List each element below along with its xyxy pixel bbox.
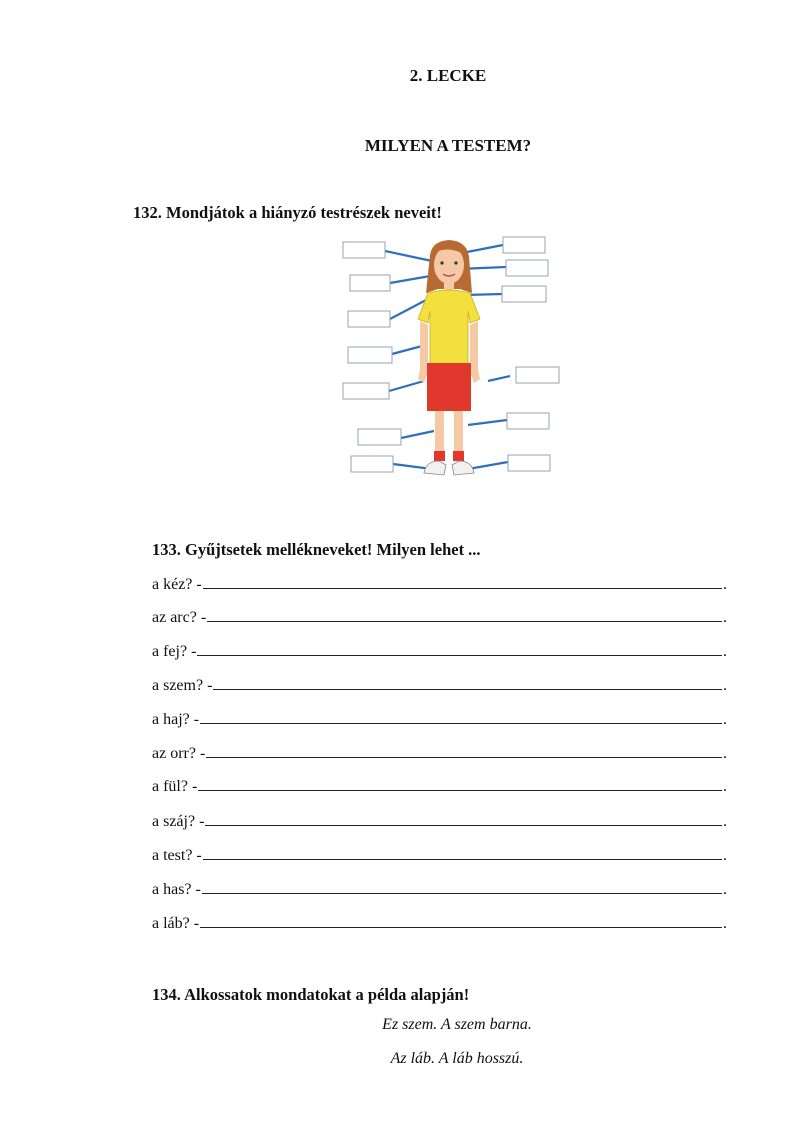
fill-in-row — [152, 845, 727, 865]
body-figure-svg — [340, 233, 562, 491]
row-prompt: a haj? - — [152, 711, 200, 728]
row-prompt: a fül? - — [152, 778, 198, 795]
row-end-mark: . — [723, 745, 727, 762]
answer-blank[interactable] — [213, 675, 722, 690]
fill-in-row — [152, 743, 727, 763]
row-prompt: a láb? - — [152, 915, 200, 932]
row-prompt: a test? - — [152, 847, 202, 864]
row-prompt: az orr? - — [152, 745, 206, 762]
answer-blank[interactable] — [206, 743, 722, 758]
row-end-mark: . — [723, 915, 727, 932]
row-end-mark: . — [723, 778, 727, 795]
fill-in-row — [152, 709, 727, 729]
row-prompt: az arc? - — [152, 609, 207, 626]
answer-blank[interactable] — [200, 913, 722, 928]
row-prompt: a has? - — [152, 881, 201, 898]
answer-blank[interactable] — [202, 879, 722, 894]
answer-blank[interactable] — [203, 845, 722, 860]
fill-in-row — [152, 913, 727, 933]
fill-in-row — [152, 675, 727, 695]
answer-blank[interactable] — [200, 709, 722, 724]
row-end-mark: . — [723, 881, 727, 898]
row-prompt: a fej? - — [152, 643, 197, 660]
girl-body-parts-illustration — [340, 233, 562, 491]
example-sentence: Az láb. A láb hosszú. — [390, 1050, 524, 1067]
fill-in-row — [152, 879, 727, 899]
exercise-134-heading: 134. Alkossatok mondatokat a példa alapján! — [152, 985, 470, 1004]
exercise-133-heading: 133. Gyűjtsetek mellékneveket! Milyen lehet ... — [152, 540, 481, 559]
answer-blank[interactable] — [207, 607, 722, 622]
row-end-mark: . — [723, 847, 727, 864]
answer-blank[interactable] — [198, 776, 722, 791]
row-end-mark: . — [723, 576, 727, 593]
example-sentence: Ez szem. A szem barna. — [382, 1016, 532, 1033]
lesson-number: 2. LECKE — [409, 66, 487, 85]
row-end-mark: . — [723, 609, 727, 626]
row-prompt: a szem? - — [152, 677, 213, 694]
row-prompt: a kéz? - — [152, 576, 202, 593]
answer-blank[interactable] — [205, 811, 722, 826]
row-end-mark: . — [723, 643, 727, 660]
fill-in-row — [152, 776, 727, 796]
exercise-132-heading: 132. Mondjátok a hiányzó testrészek neveit! — [133, 203, 442, 222]
page-title: MILYEN A TESTEM? — [364, 136, 532, 155]
fill-in-row — [152, 574, 727, 594]
fill-in-row — [152, 607, 727, 627]
fill-in-row — [152, 811, 727, 831]
answer-blank[interactable] — [203, 574, 722, 589]
row-end-mark: . — [723, 711, 727, 728]
row-end-mark: . — [723, 813, 727, 830]
fill-in-row — [152, 641, 727, 661]
row-prompt: a száj? - — [152, 813, 205, 830]
answer-blank[interactable] — [197, 641, 722, 656]
row-end-mark: . — [723, 677, 727, 694]
